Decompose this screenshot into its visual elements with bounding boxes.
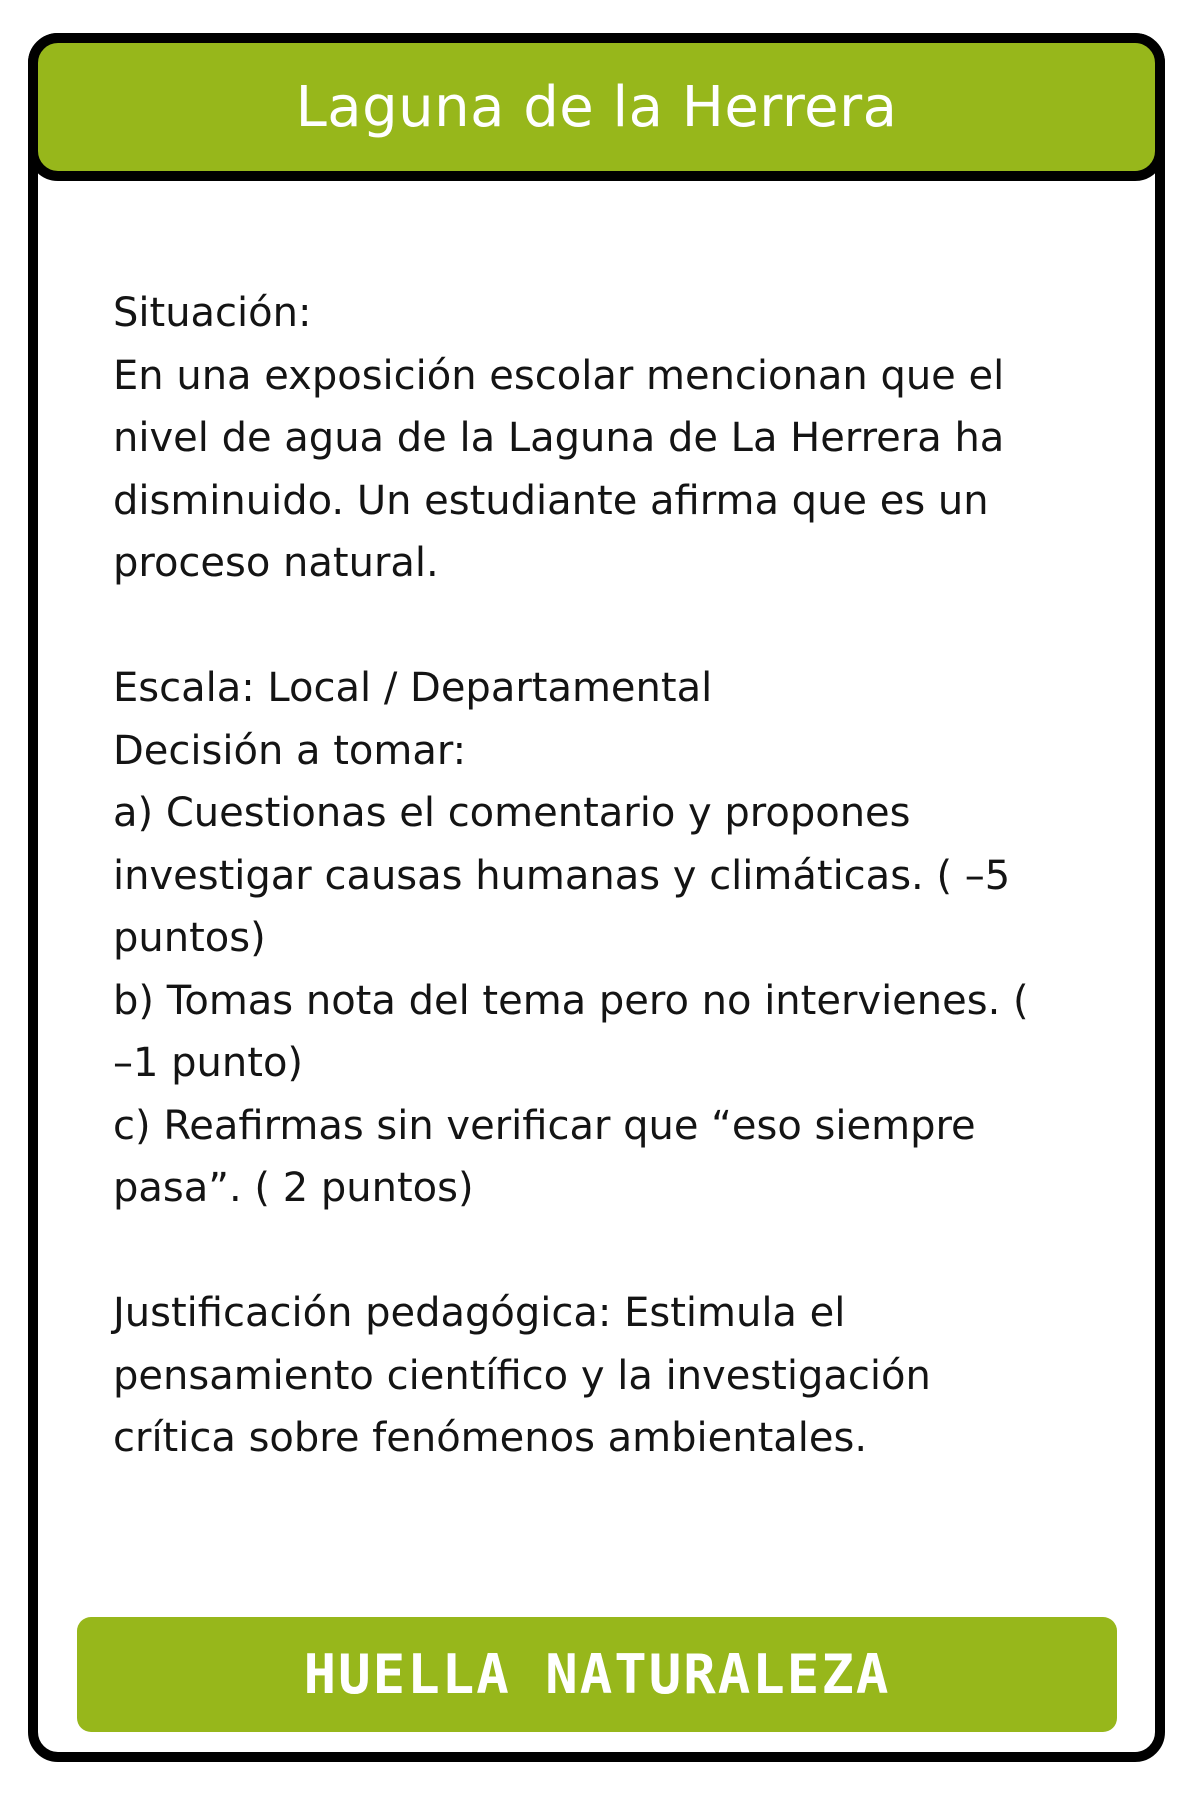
situation-line: nivel de agua de la Laguna de La Herrera ha <box>113 415 1005 461</box>
decision-label: Decisión a tomar: <box>113 727 467 774</box>
option-a-line: investigar causas humanas y climáticas. ( –5 <box>113 852 1011 899</box>
spacer <box>113 595 1093 658</box>
footer-label: HUELLA NATURALEZA <box>303 1643 891 1706</box>
card-content <box>113 282 1093 1470</box>
justification-line: pensamiento científico y la investigación <box>113 1352 931 1399</box>
option-a-line: a) Cuestionas el comentario y propones <box>113 790 911 836</box>
option-c-line: pasa”. ( 2 puntos) <box>113 1165 474 1211</box>
option-a-line: puntos) <box>113 915 266 961</box>
option-b-line: b) Tomas nota del tema pero no intervienes. ( <box>113 977 1029 1024</box>
option-c-line: c) Reafirmas sin verificar que “eso siempre <box>113 1102 976 1149</box>
scale-text: Escala: Local / Departamental <box>113 665 713 711</box>
situation-label: Situación: <box>113 290 312 336</box>
huella-naturaleza-button[interactable] <box>77 1617 1117 1732</box>
option-b-line: –1 punto) <box>113 1040 304 1086</box>
justification-line: crítica sobre fenómenos ambientales. <box>113 1415 868 1461</box>
card-title: Laguna de la Herrera <box>295 74 898 140</box>
spacer <box>113 1220 1093 1283</box>
situation-line: proceso natural. <box>113 540 439 586</box>
situation-line: En una exposición escolar mencionan que el <box>113 352 1005 399</box>
situation-line: disminuido. Un estudiante afirma que es un <box>113 477 989 524</box>
title-bar <box>28 33 1165 181</box>
justification-line: Justificación pedagógica: Estimula el <box>113 1290 846 1336</box>
